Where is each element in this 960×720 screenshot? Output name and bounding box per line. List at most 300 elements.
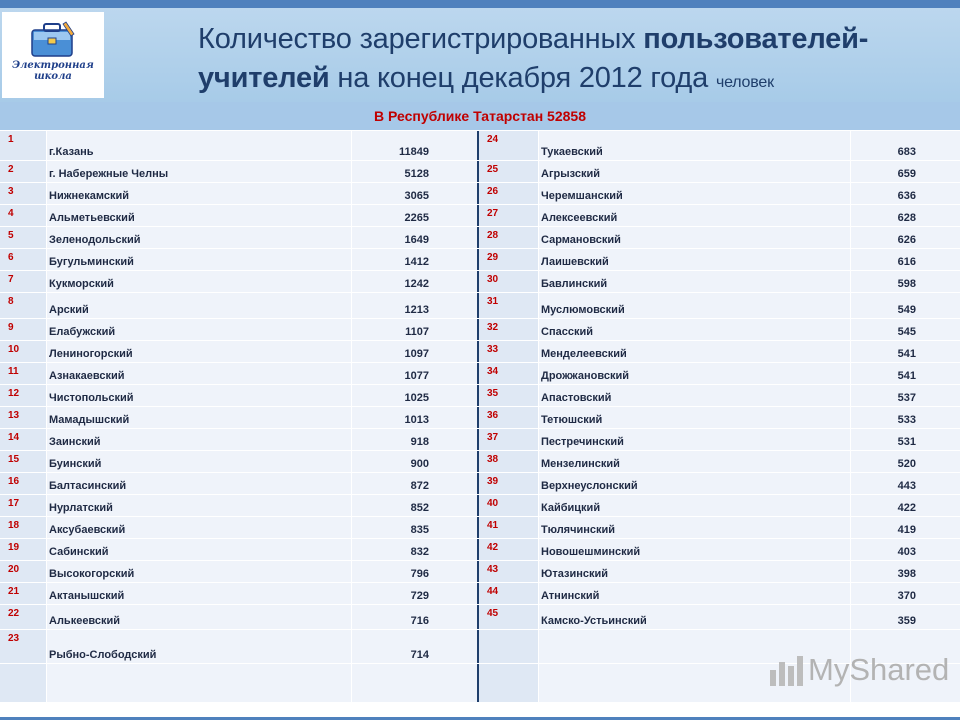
column-divider [850,385,851,406]
table-cell [352,183,477,204]
row-number-right: 39 [487,476,499,487]
column-divider [850,205,851,226]
row-number-left: 13 [8,410,20,421]
teacher-count-left: 714 [410,649,429,661]
table-row [0,451,960,473]
table-cell [479,385,538,406]
table-cell [851,319,960,340]
column-divider [46,473,47,494]
row-number-right: 25 [487,164,499,175]
row-number-left: 2 [8,164,14,175]
table-cell [851,407,960,428]
column-divider [351,429,352,450]
table-row [0,429,960,451]
row-number-left: 10 [8,344,20,355]
column-divider [850,227,851,248]
table-cell [539,385,850,406]
row-number-right: 32 [487,322,499,333]
teacher-count-left: 872 [410,480,429,492]
column-divider [850,451,851,472]
center-column-divider [477,407,479,428]
table-row [0,561,960,583]
row-number-right: 40 [487,498,499,509]
column-divider [46,583,47,604]
teacher-count-left: 11849 [399,146,429,158]
table-cell [47,249,351,270]
table-cell [0,161,46,182]
district-name-left: Елабужский [49,326,116,338]
district-name-left: Кукморский [49,278,114,290]
column-divider [538,630,539,663]
column-divider [46,131,47,160]
table-cell [851,183,960,204]
table-row [0,161,960,183]
teacher-count-right: 419 [897,524,916,536]
row-number-right: 45 [487,608,499,619]
table-row [0,539,960,561]
title-part-1: Количество зарегистрированных [198,23,644,55]
teacher-count-right: 636 [897,190,916,202]
row-number-right: 26 [487,186,499,197]
center-column-divider [477,363,479,384]
center-column-divider [477,473,479,494]
slide-header [0,8,960,102]
center-column-divider [477,583,479,604]
column-divider [538,341,539,362]
table-cell [47,495,351,516]
column-divider [351,227,352,248]
column-divider [46,227,47,248]
watermark-text: MyShared [808,652,950,687]
table-cell [0,319,46,340]
center-column-divider [477,271,479,292]
table-cell [851,131,960,160]
center-column-divider [477,429,479,450]
table-cell [479,517,538,538]
district-name-left: Альметьевский [49,212,135,224]
table-cell [0,363,46,384]
teacher-count-right: 398 [897,568,916,580]
table-cell [352,561,477,582]
table-cell [0,429,46,450]
district-name-right: Муслюмовский [541,304,625,316]
table-cell [539,451,850,472]
column-divider [46,183,47,204]
column-divider [351,517,352,538]
table-row [0,605,960,630]
center-column-divider [477,227,479,248]
row-number-right: 28 [487,230,499,241]
table-cell [479,131,538,160]
teacher-count-right: 683 [897,146,916,158]
table-cell [47,161,351,182]
column-divider [46,385,47,406]
column-divider [538,429,539,450]
teacher-count-right: 443 [897,480,916,492]
teacher-count-right: 659 [897,168,916,180]
column-divider [351,385,352,406]
district-name-left: Мамадышский [49,414,130,426]
column-divider [46,451,47,472]
row-number-right: 33 [487,344,499,355]
table-cell [0,131,46,160]
table-cell [479,473,538,494]
center-column-divider [477,605,479,629]
column-divider [850,293,851,318]
table-cell [539,561,850,582]
teacher-count-left: 1013 [404,414,429,426]
table-cell [0,451,46,472]
table-row [0,363,960,385]
table-cell [352,429,477,450]
teacher-count-left: 1025 [404,392,429,404]
district-name-right: Агрызский [541,168,600,180]
table-cell [479,583,538,604]
column-divider [351,583,352,604]
row-number-right: 31 [487,296,499,307]
row-number-left: 9 [8,322,14,333]
column-divider [351,249,352,270]
table-cell [47,271,351,292]
table-cell [0,205,46,226]
column-divider [850,363,851,384]
table-cell [479,249,538,270]
row-number-right: 24 [487,134,499,145]
title-bold-2: учителей [198,62,330,94]
column-divider [538,271,539,292]
table-cell [851,227,960,248]
row-number-right: 38 [487,454,499,465]
table-cell [539,293,850,318]
column-divider [538,583,539,604]
district-name-right: Бавлинский [541,278,608,290]
column-divider [351,664,352,702]
table-cell [479,539,538,560]
table-cell [47,664,351,702]
data-table [0,102,960,720]
column-divider [351,451,352,472]
column-divider [850,131,851,160]
table-header: В Республике Татарстан 52858 [0,102,960,131]
table-cell [0,630,46,663]
district-name-left: Азнакаевский [49,370,125,382]
column-divider [850,561,851,582]
logo-line-2: школа [34,71,72,82]
row-number-left: 14 [8,432,20,443]
teacher-count-left: 716 [410,615,429,627]
table-cell [0,341,46,362]
table-cell [0,561,46,582]
teacher-count-right: 598 [897,278,916,290]
row-number-left: 17 [8,498,20,509]
table-cell [539,271,850,292]
table-cell [352,385,477,406]
district-name-left: Арский [49,304,89,316]
teacher-count-left: 835 [410,524,429,536]
column-divider [538,664,539,702]
column-divider [46,341,47,362]
row-number-right: 30 [487,274,499,285]
table-cell [0,227,46,248]
column-divider [46,249,47,270]
table-cell [479,183,538,204]
column-divider [538,183,539,204]
row-number-right: 36 [487,410,499,421]
row-number-left: 1 [8,134,14,145]
column-divider [538,451,539,472]
center-column-divider [477,630,479,663]
column-divider [46,664,47,702]
table-cell [539,161,850,182]
district-name-left: г. Набережные Челны [49,168,169,180]
table-cell [47,473,351,494]
table-cell [479,293,538,318]
table-cell [47,385,351,406]
district-name-left: Балтасинский [49,480,127,492]
district-name-left: Высокогорский [49,568,135,580]
column-divider [351,363,352,384]
district-name-right: Кайбицкий [541,502,601,514]
logo [2,12,104,98]
district-name-right: Черемшанский [541,190,623,202]
top-accent-bar [0,0,960,8]
row-number-left: 3 [8,186,14,197]
table-cell [352,451,477,472]
column-divider [46,319,47,340]
table-cell [851,293,960,318]
table-row [0,131,960,161]
column-divider [351,161,352,182]
table-cell [0,539,46,560]
column-divider [46,293,47,318]
teacher-count-left: 852 [410,502,429,514]
table-cell [479,605,538,629]
district-name-left: Зеленодольский [49,234,141,246]
table-cell [479,161,538,182]
table-cell [352,249,477,270]
center-column-divider [477,495,479,516]
column-divider [850,473,851,494]
row-number-right: 29 [487,252,499,263]
table-cell [352,630,477,663]
column-divider [351,473,352,494]
table-cell [0,583,46,604]
table-cell [851,517,960,538]
table-cell [47,341,351,362]
district-name-left: Аксубаевский [49,524,126,536]
column-divider [46,363,47,384]
column-divider [351,539,352,560]
district-name-left: Бугульминский [49,256,134,268]
briefcase-icon [28,20,78,60]
row-number-right: 41 [487,520,499,531]
table-cell [352,407,477,428]
district-name-right: Лаишевский [541,256,609,268]
table-cell [539,131,850,160]
table-cell [352,131,477,160]
table-row [0,473,960,495]
table-row [0,385,960,407]
table-cell [851,341,960,362]
column-divider [351,319,352,340]
table-cell [479,363,538,384]
district-name-right: Дрожжановский [541,370,629,382]
column-divider [850,319,851,340]
teacher-count-left: 2265 [404,212,429,224]
teacher-count-right: 616 [897,256,916,268]
table-cell [47,407,351,428]
table-cell [47,131,351,160]
column-divider [351,495,352,516]
table-cell [851,451,960,472]
table-cell [352,495,477,516]
teacher-count-right: 403 [897,546,916,558]
table-cell [851,539,960,560]
district-name-left: Чистопольский [49,392,134,404]
column-divider [850,341,851,362]
column-divider [351,271,352,292]
teacher-count-right: 541 [897,370,916,382]
column-divider [351,205,352,226]
district-name-right: Ютазинский [541,568,609,580]
row-number-left: 4 [8,208,14,219]
teacher-count-left: 1077 [404,370,429,382]
table-row [0,249,960,271]
table-body [0,131,960,703]
row-number-left: 22 [8,608,20,619]
table-cell [479,630,538,663]
teacher-count-left: 729 [410,590,429,602]
table-cell [479,271,538,292]
column-divider [538,293,539,318]
district-name-left: Буинский [49,458,102,470]
column-divider [351,293,352,318]
column-divider [46,517,47,538]
table-cell [539,341,850,362]
title-unit: человек [715,74,774,91]
table-cell [0,249,46,270]
row-number-right: 35 [487,388,499,399]
district-name-right: Верхнеуслонский [541,480,638,492]
table-cell [352,271,477,292]
teacher-count-right: 520 [897,458,916,470]
table-cell [352,605,477,629]
table-cell [851,161,960,182]
table-cell [539,183,850,204]
table-cell [352,583,477,604]
table-cell [352,517,477,538]
table-cell [851,561,960,582]
district-name-left: Заинский [49,436,101,448]
row-number-left: 12 [8,388,20,399]
logo-line-1: Электронная [12,60,94,71]
column-divider [351,605,352,629]
teacher-count-left: 1242 [404,278,429,290]
table-cell [0,517,46,538]
center-column-divider [477,664,479,702]
column-divider [46,161,47,182]
column-divider [538,407,539,428]
column-divider [538,495,539,516]
title-part-2: на конец декабря 2012 года [329,62,716,94]
teacher-count-left: 1412 [404,256,429,268]
column-divider [850,429,851,450]
district-name-right: Тюлячинский [541,524,616,536]
column-divider [46,561,47,582]
table-cell [0,183,46,204]
district-name-right: Сармановский [541,234,621,246]
table-cell [539,495,850,516]
teacher-count-left: 3065 [404,190,429,202]
teacher-count-left: 900 [410,458,429,470]
column-divider [351,131,352,160]
district-name-right: Апастовский [541,392,612,404]
district-name-left: Нижнекамский [49,190,130,202]
column-divider [538,517,539,538]
table-cell [479,227,538,248]
teacher-count-left: 832 [410,546,429,558]
table-cell [0,605,46,629]
table-cell [851,363,960,384]
column-divider [850,271,851,292]
district-name-left: Рыбно-Слободский [49,649,157,661]
center-column-divider [477,131,479,160]
table-cell [539,583,850,604]
column-divider [850,407,851,428]
table-cell [47,517,351,538]
table-cell [539,319,850,340]
table-cell [352,341,477,362]
column-divider [538,205,539,226]
table-row [0,495,960,517]
row-number-right: 42 [487,542,499,553]
center-column-divider [477,183,479,204]
row-number-right: 27 [487,208,499,219]
column-divider [351,183,352,204]
teacher-count-right: 545 [897,326,916,338]
table-cell [851,385,960,406]
center-column-divider [477,385,479,406]
teacher-count-left: 1097 [404,348,429,360]
district-name-right: Камско-Устьинский [541,615,647,627]
district-name-right: Новошешминский [541,546,641,558]
district-name-right: Менделеевский [541,348,627,360]
table-row [0,583,960,605]
center-column-divider [477,249,479,270]
table-cell [0,293,46,318]
column-divider [351,630,352,663]
table-cell [539,363,850,384]
table-row [0,341,960,363]
table-cell [479,664,538,702]
column-divider [538,605,539,629]
column-divider [538,561,539,582]
table-cell [352,539,477,560]
table-row [0,227,960,249]
table-cell [0,407,46,428]
column-divider [46,407,47,428]
column-divider [538,131,539,160]
table-cell [851,473,960,494]
column-divider [850,161,851,182]
row-number-left: 15 [8,454,20,465]
column-divider [46,539,47,560]
column-divider [850,605,851,629]
row-number-left: 19 [8,542,20,553]
table-cell [47,205,351,226]
column-divider [46,605,47,629]
column-divider [850,539,851,560]
